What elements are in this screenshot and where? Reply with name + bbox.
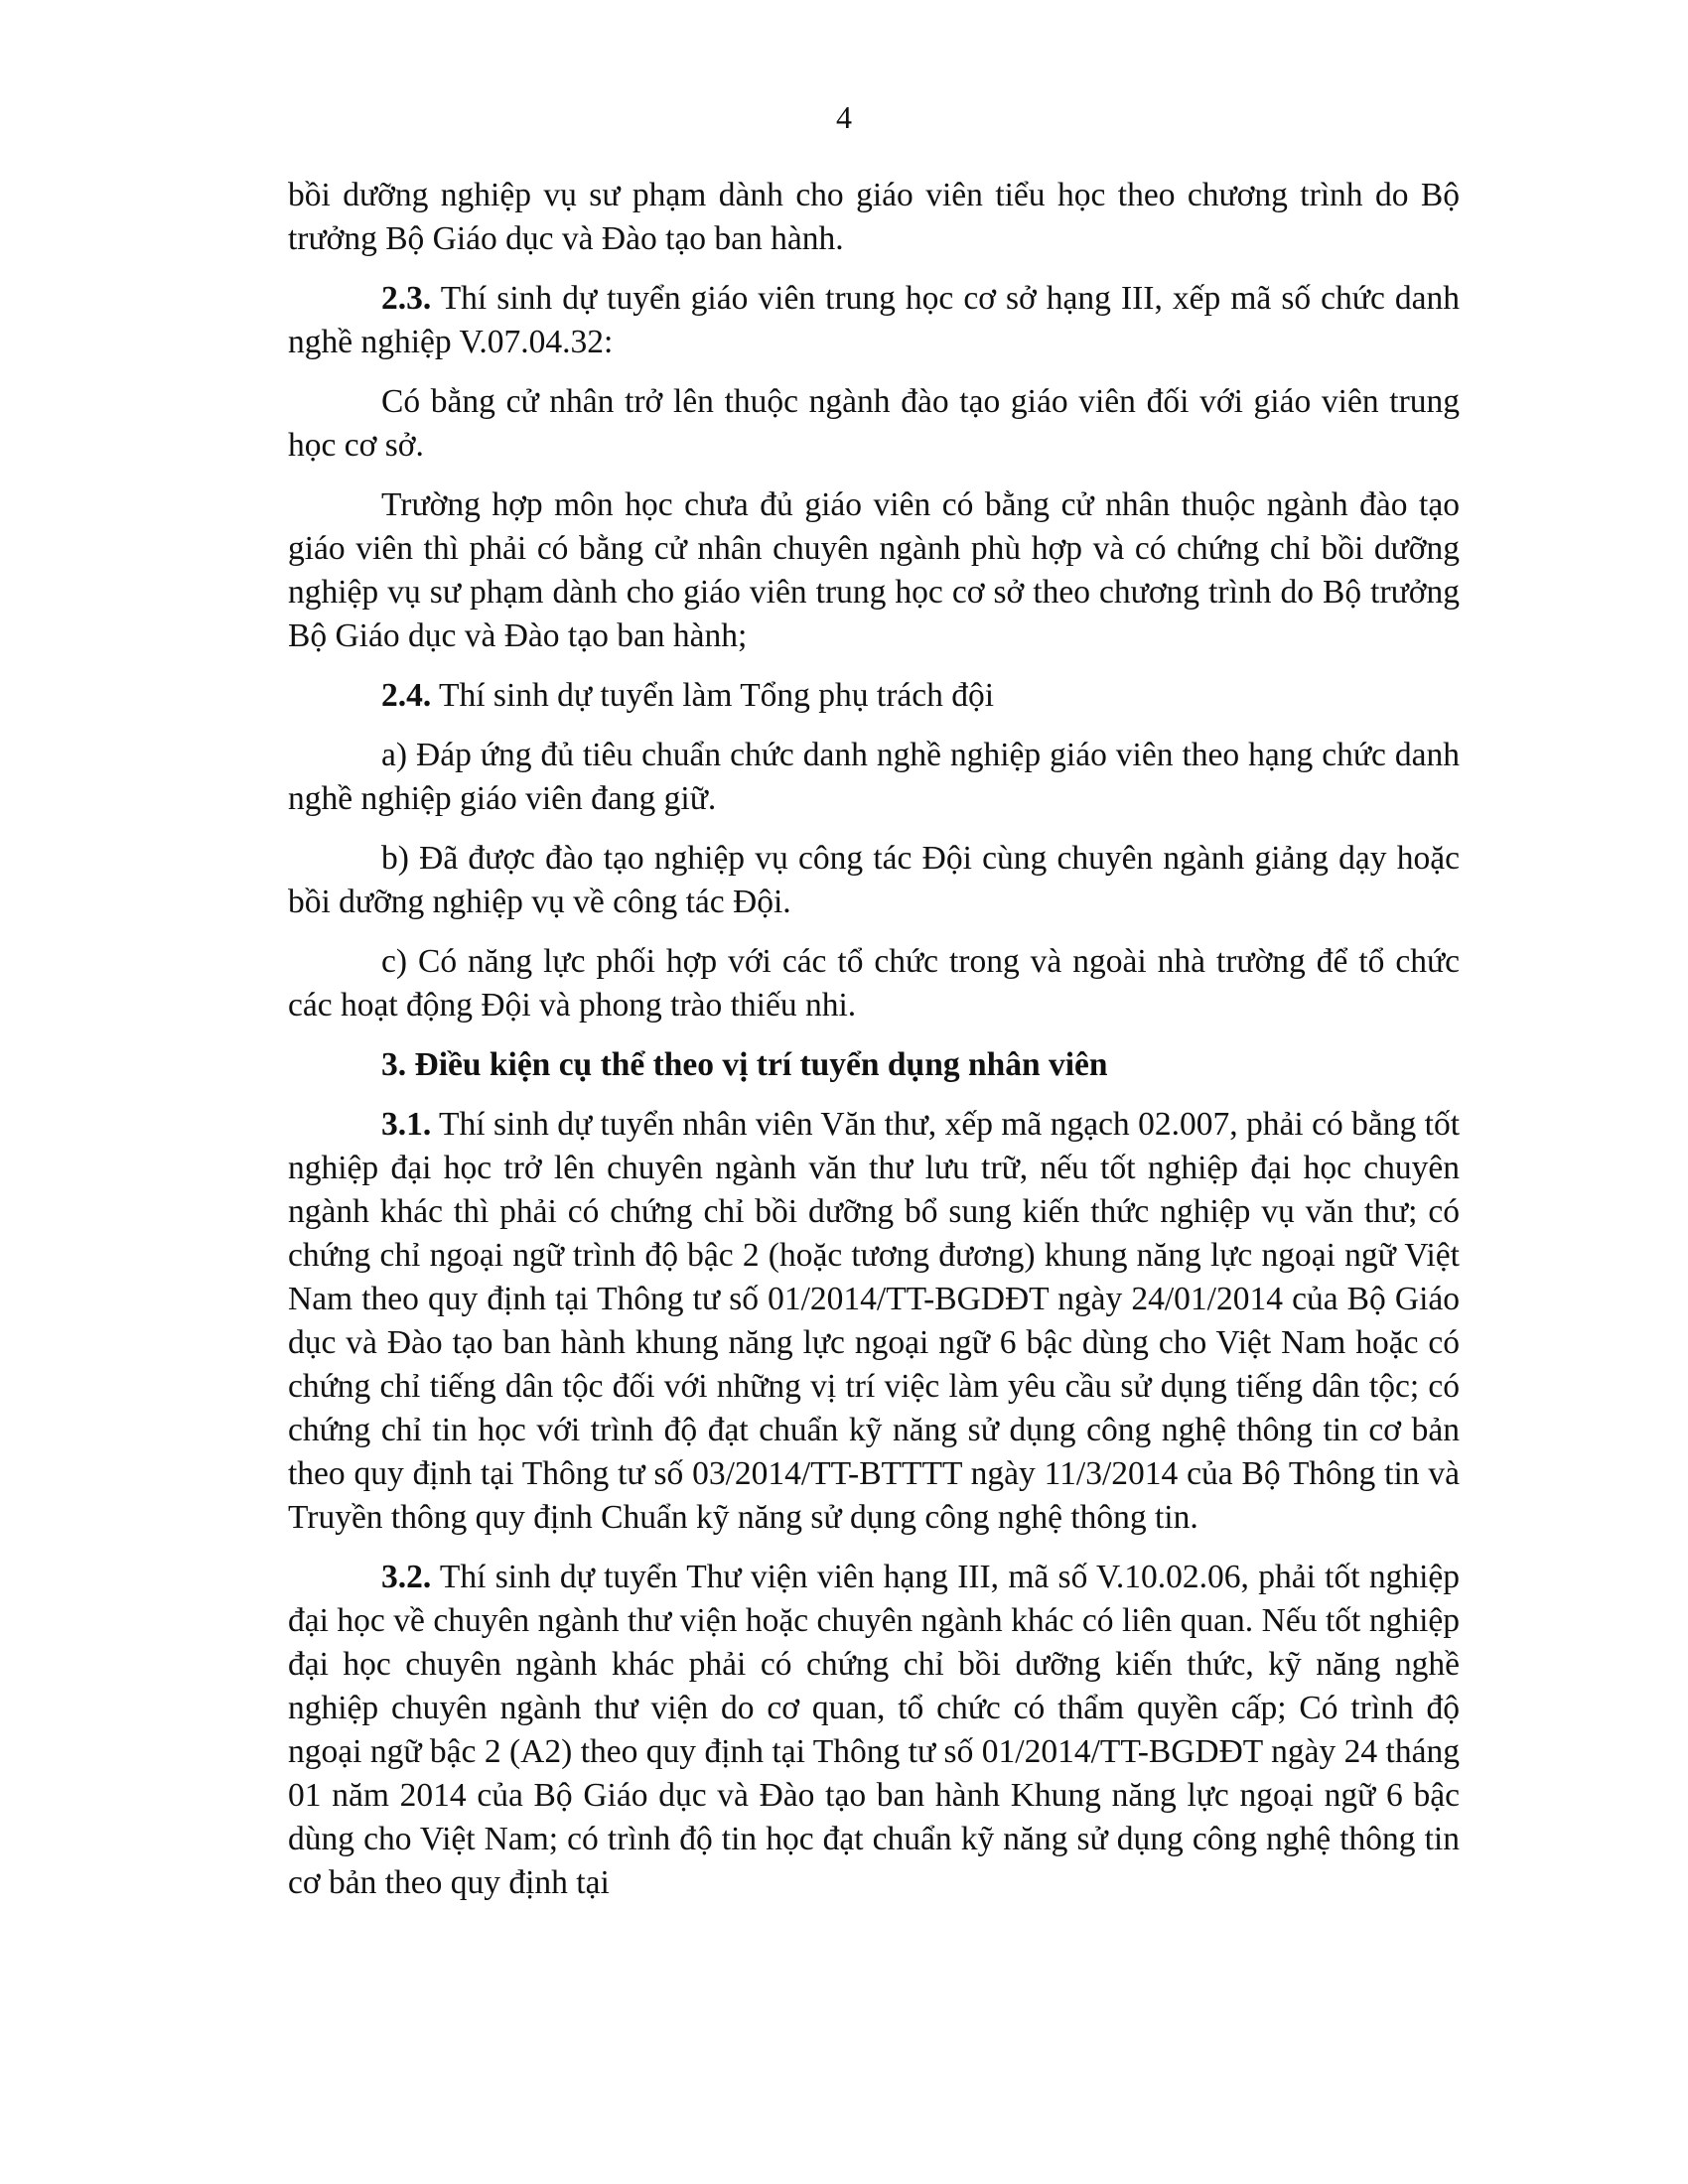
- section-number: 3.2.: [381, 1559, 432, 1595]
- section-number: 2.3.: [381, 280, 432, 317]
- paragraph-text: Thí sinh dự tuyển giáo viên trung học cơ sở hạng III, xếp mã số chức danh nghề nghiệp V.07.04.32:: [288, 280, 1460, 360]
- paragraph-text: Thí sinh dự tuyển làm Tổng phụ trách đội: [431, 677, 995, 714]
- paragraph-alternative-degree: [288, 483, 1460, 658]
- paragraph-degree-requirement: [288, 380, 1460, 468]
- section-number: 2.4.: [381, 677, 432, 714]
- paragraph-text: b) Đã được đào tạo nghiệp vụ công tác Đội cùng chuyên ngành giảng dạy hoặc bồi dưỡng nghiệp vụ về công tác Đội.: [288, 840, 1460, 920]
- paragraph-text: Thí sinh dự tuyển Thư viện viên hạng III, mã số V.10.02.06, phải tốt nghiệp đại học về chuyên ngành thư viện hoặc chuyên ngành khác có liên quan. Nếu tốt nghiệp đại học chuyên ngành khác phải có chứng chỉ bồi dưỡng kiến thức, kỹ năng nghề nghiệp chuyên ngành thư viện do cơ quan, tổ chức có thẩm quyền cấp; Có trình độ ngoại ngữ bậc 2 (A2) theo quy định tại Thông tư số 01/2014/TT-BGDĐT ngày 24 tháng 01 năm 2014 của Bộ Giáo dục và Đào tạo ban hành Khung năng lực ngoại ngữ 6 bậc dùng cho Việt Nam; có trình độ tin học đạt chuẩn kỹ năng sử dụng công nghệ thông tin cơ bản theo quy định tại: [288, 1559, 1460, 1901]
- paragraph-continuation: [288, 174, 1460, 261]
- list-item-a: [288, 734, 1460, 821]
- document-body: [288, 174, 1460, 1921]
- paragraph-2-4: [288, 674, 1460, 718]
- paragraph-text: Trường hợp môn học chưa đủ giáo viên có bằng cử nhân thuộc ngành đào tạo giáo viên thì phải có bằng cử nhân chuyên ngành phù hợp và có chứng chỉ bồi dưỡng nghiệp vụ sư phạm dành cho giáo viên trung học cơ sở theo chương trình do Bộ trưởng Bộ Giáo dục và Đào tạo ban hành;: [288, 486, 1460, 654]
- paragraph-text: c) Có năng lực phối hợp với các tổ chức trong và ngoài nhà trường để tổ chức các hoạt động Đội và phong trào thiếu nhi.: [288, 943, 1460, 1024]
- list-item-c: [288, 940, 1460, 1027]
- paragraph-2-3: [288, 277, 1460, 364]
- paragraph-text: a) Đáp ứng đủ tiêu chuẩn chức danh nghề nghiệp giáo viên theo hạng chức danh nghề nghiệp giáo viên đang giữ.: [288, 737, 1460, 817]
- paragraph-text: bồi dưỡng nghiệp vụ sư phạm dành cho giáo viên tiểu học theo chương trình do Bộ trưởng Bộ Giáo dục và Đào tạo ban hành.: [288, 177, 1460, 257]
- page-number: 4: [836, 99, 852, 135]
- section-number: 3.1.: [381, 1106, 432, 1143]
- paragraph-3-2: [288, 1556, 1460, 1905]
- section-heading-3: 3. Điều kiện cụ thể theo vị trí tuyển dụng nhân viên: [381, 1046, 1108, 1083]
- paragraph-3-1: [288, 1103, 1460, 1540]
- paragraph-text: Có bằng cử nhân trở lên thuộc ngành đào tạo giáo viên đối với giáo viên trung học cơ sở.: [288, 383, 1460, 464]
- paragraph-text: Thí sinh dự tuyển nhân viên Văn thư, xếp mã ngạch 02.007, phải có bằng tốt nghiệp đại học trở lên chuyên ngành văn thư lưu trữ, nếu tốt nghiệp đại học chuyên ngành khác thì phải có chứng chỉ bồi dưỡng bổ sung kiến thức nghiệp vụ văn thư; có chứng chỉ ngoại ngữ trình độ bậc 2 (hoặc tương đương) khung năng lực ngoại ngữ Việt Nam theo quy định tại Thông tư số 01/2014/TT-BGDĐT ngày 24/01/2014 của Bộ Giáo dục và Đào tạo ban hành khung năng lực ngoại ngữ 6 bậc dùng cho Việt Nam hoặc có chứng chỉ tiếng dân tộc đối với những vị trí việc làm yêu cầu sử dụng tiếng dân tộc; có chứng chỉ tin học với trình độ đạt chuẩn kỹ năng sử dụng công nghệ thông tin cơ bản theo quy định tại Thông tư số 03/2014/TT-BTTTT ngày 11/3/2014 của Bộ Thông tin và Truyền thông quy định Chuẩn kỹ năng sử dụng công nghệ thông tin.: [288, 1106, 1460, 1536]
- list-item-b: [288, 837, 1460, 924]
